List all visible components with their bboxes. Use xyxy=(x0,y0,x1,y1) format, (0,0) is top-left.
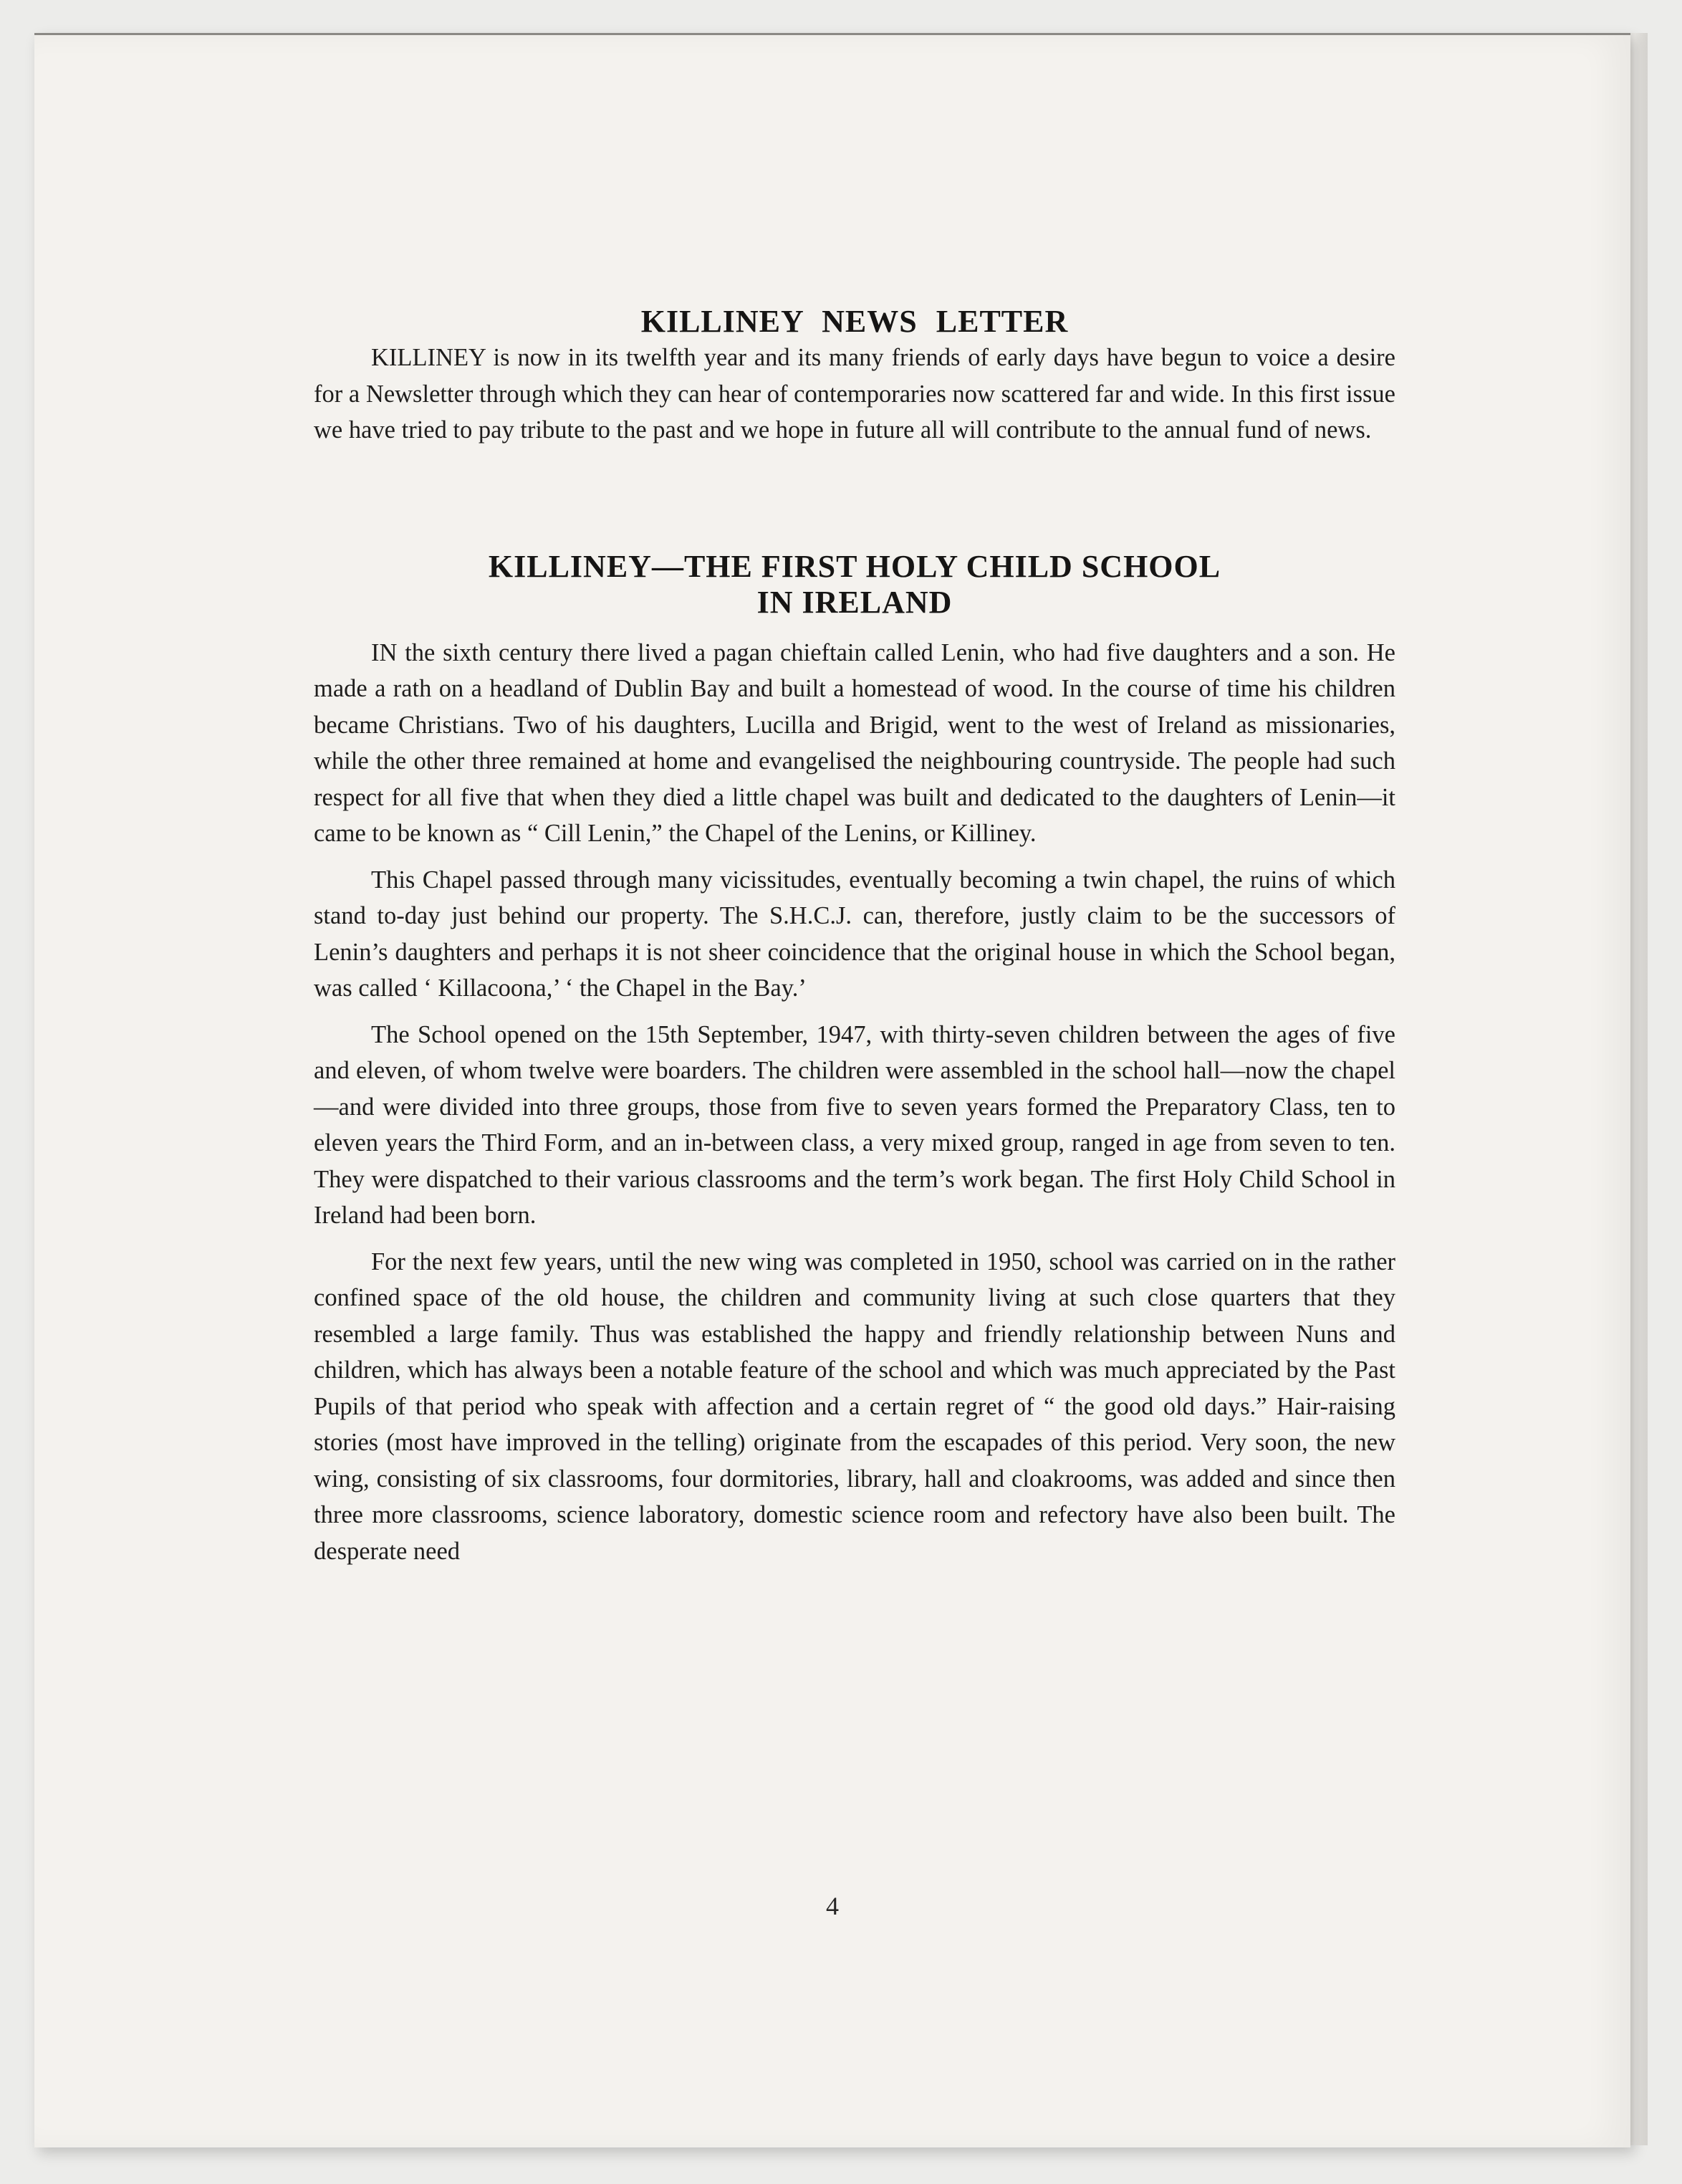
article-paragraph-1: IN the sixth century there lived a pagan chieftain called Lenin, who had five daughters and a son. He made a rath on a headland of Dublin Bay and built a homestead of wood. In the course of time his children became Christians. Two of his daughters, Lucilla and Brigid, went to the west of Ireland as missionaries, while the other three remained at home and evangelised the neighbouring countryside. The people had such respect for all five that when they died a little chapel was built and dedicated to the daughters of Lenin—it came to be known as “ Cill Lenin,” the Chapel of the Lenins, or Killiney. xyxy=(314,638,1395,847)
article-title xyxy=(314,549,1395,621)
article-paragraph-2: This Chapel passed through many vicissitudes, eventually becoming a twin chapel, the ruins of which stand to-day just behind our property. The S.H.C.J. can, therefore, justly claim to be the successors of Lenin’s daughters and perhaps it is not sheer coincidence that the original house in which the School began, was called ‘ Killacoona,’ ‘ the Chapel in the Bay.’ xyxy=(314,866,1395,1002)
article-body xyxy=(314,635,1395,1570)
document-page xyxy=(34,33,1630,2147)
article-paragraph-4: For the next few years, until the new wing was completed in 1950, school was carried on in the rather confined space of the old house, the children and community living at such close quarters that they resembled a large family. Thus was established the happy and friendly relationship between Nuns and children, which has always been a notable feature of the school and which was much appreciated by the Past Pupils of that period who speak with affection and a certain regret of “ the good old days.” Hair-raising stories (most have improved in the telling) originate from the escapades of this period. Very soon, the new wing, consisting of six classrooms, four dormitories, library, hall and cloakrooms, was added and since then three more classrooms, science laboratory, domestic science room and refectory have also been built. The desperate need xyxy=(314,1247,1395,1565)
article-title-line-1: KILLINEY—THE FIRST HOLY CHILD SCHOOL xyxy=(488,548,1221,584)
article-title-line-2: IN IRELAND xyxy=(756,584,953,620)
page-number: 4 xyxy=(826,1892,839,1920)
article-paragraph-3: The School opened on the 15th September, 1947, with thirty-seven children between the ages of five and eleven, of whom twelve were boarders. The children were assembled in the school hall—now the chapel—and were divided into three groups, those from five to seven years formed the Preparatory Class, ten to eleven years the Third Form, and an in-between class, a very mixed group, ranged in age from seven to ten. They were dispatched to their various classrooms and the term’s work began. The first Holy Child School in Ireland had been born. xyxy=(314,1020,1395,1229)
page-content xyxy=(314,304,1395,1569)
newsletter-intro-paragraph: KILLINEY is now in its twelfth year and its many friends of early days have begun to voice a desire for a Newsletter through which they can hear of contemporaries now scattered far and wide. In this first issue we have tried to pay tribute to the past and we hope in future all will contribute to the annual fund of news. xyxy=(314,344,1395,444)
newsletter-title: KILLINEY NEWS LETTER xyxy=(640,304,1069,339)
